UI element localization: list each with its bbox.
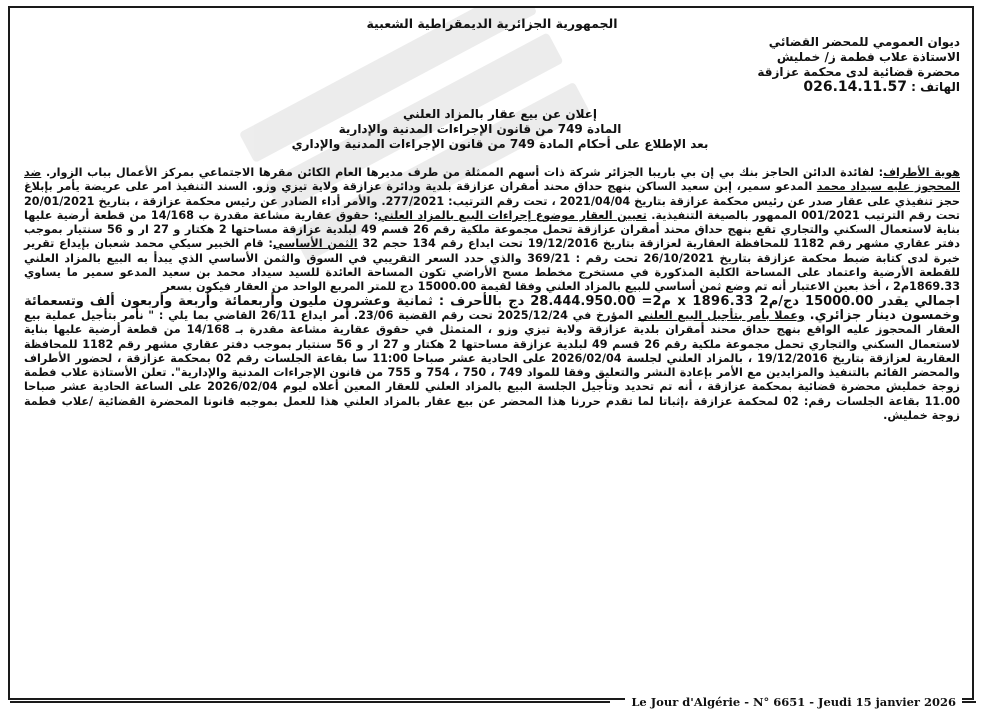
property-label: تعيين العقار موضوع إجراءات البيع بالمزاد العلني [378,208,647,222]
notice-body [24,166,960,423]
announcement-basis: بعد الإطلاع على أحكام المادة 749 من قانون الإجراءات المدنية والإداري [291,137,709,151]
court-name: محضرة قضائية لدى محكمة عزازقة [757,65,960,79]
announcement-block [24,107,710,152]
postponement-label: وعملا بأمر بتأجيل البيع العلني [637,308,805,322]
parties-paragraph [24,166,960,295]
newspaper-footer: Le Jour d'Algérie - N° 6651 - Jeudi 15 janvier 2026 [625,695,962,709]
announcement-title: إعلان عن بيع عقار بالمزاد العلني [402,107,598,121]
republic-title: الجمهورية الجزائرية الديمقراطية الشعبية [366,16,618,31]
announcement-article: المادة 749 من قانون الإجراءات المدنية والإدارية [338,122,622,136]
footer-rule-left [10,701,610,703]
parties-text: : لفائدة الدائن الحاجز بنك بي إن بي باريبا الجزائر شركة ذات أسهم الممثلة من طرف مديرها العام الكائن مقرها الاجتماعي بمركز الأعمال بباب الزوار. [45,166,884,179]
base-price-label: الثمن الأساسي [272,237,358,251]
debtor-text: المدعو سمير، إبن سعيد الساكن بنهج حداق محند أمقران عزازقة بلدية ودائرة عزازقة ولاية تيزي وزو. السند التنفيذ امر على عريضة يأمر بإبلاغ حجز تنفيذي على عقار صدر عن رئيس محكمة عزازقة بتاريخ 2021/04/04 ، تحت رقم الترتيب: 277/2021. والأمر أداء الصادر عن رئيس محكمة عزازقة ، بتاريخ 20/01/2021 تحت رقم الترتيب 001/2021 الممهور بالصيغة التنفيذية. [24,180,960,222]
footer-rule-right [962,701,976,703]
parties-label: هوية الأطراف [883,166,960,179]
phone-line [24,80,960,95]
notice-content [24,16,960,423]
phone-label: الهاتف : [911,80,960,94]
total-price-text: اجمالي يقدر 15000.00 دج/م2 x 1896.33 م2= 28.444.950.00 دج بالأحرف : ثمانية وعشرون مليون وأربعمائة وأربعة وأربعون ألف وتسعمائة وخمسون دينار جزائري. [24,293,961,323]
office-name: ديوان العمومي للمحضر القضائي [768,35,960,49]
bailiff-name: الاستاذة علاب فطمة ز/ خمليش [776,50,960,64]
notice-frame [8,6,974,700]
phone-number: 026.14.11.57 [803,79,907,95]
base-price-text: : قام الخبير سيكي محمد شعبان بإيداع تقرير خبرة لدى كتابة ضبط محكمة عزازقة بتاريخ 26/10/2021 تحت رقم : 369/21 والذي حدد السعر التقريبي في السوق والثمن الأساسي الذي يبدأ به البيع بالمزاد العلني للقطعة الأرضية واعتماد على المساحة الكلية المذكورة في مستخرج مخطط مسح الأراضي تكون المساحة العائدة للسيد سيداد محمد بن سعيد المدعو سمير ما يساوي 1869.33م2 ، أخذ بعين الاعتبار أنه تم وضع ثمن أساسي للبيع بالمزاد العلني وفقا لقيمة 15000.00 دج للمتر المربع الواحد من العقار فيكون بسعر [24,237,961,294]
postponement-text: المؤرخ في 2025/12/24 تحت رقم القضية 23/06. أمر ايداع 26/11 القاضي بما يلي : " نأمر بتأجيل عملية بيع العقار المحجوز عليه الواقع بنهج حداق محند أمقران بلدية عزازقة ولاية تيزي وزو ، المتمثل في حقوق عقارية مشاعة مقدرة بـ 14/168 من قطعة أرضية عليها بناية لاستعمال السكني والتجاري تحمل مجموعة ملكية رقم 26 قسم 49 لبلدية عزازقة مساحتها 2 هكتار و 27 ار و 56 سنتيار بموجب دفتر عقاري مشهر رقم 1182 للمحافظة العقارية لعزازقة بتاريخ 19/12/2016 ، بالمزاد العلني لجلسة 2026/02/04 على الحادية عشر صباحا 11:00 سا بقاعة الجلسات رقم 02 بمحكمة عزازقة ، لحضور الأطراف والمحضر القائم بالتنفيذ والمزايدين مع الأمر بإعادة النشر والتعليق وفقا للمواد 749 ، 750 ، 754 و 755 من قانون الإجراءات المدنية والإدارية". تعلن الأستاذة علاب فطمة زوجة خمليش محضرة قضائية بمحكمة عزازقة ، أنه تم تحديد وتأجيل الجلسة البيع بالمزاد العلني للعقار المعين أعلاه ليوم 2026/02/04 على الساعة الحادية عشر صباحا 11.00 بقاعة الجلسات رقم: 02 لمحكمة عزازقة ،إثباتا لما تقدم حررنا هذا المحضر عن بيع عقار بالمزاد العلني هذا للعمل بموجبه قانونا المحضرة القضائية /علاب فطمة زوجة خمليش. [24,308,961,423]
debtor-label: ضد المحجوز عليه سيداد محمد [24,166,960,194]
property-text: : حقوق عقارية مشاعة مقدرة ب 14/168 من قطعة أرضية عليها بناية لاستعمال السكني والتجاري تقع بنهج حداق محند أمقران عزازقة تحمل مجموعة ملكية رقم 26 قسم 49 لبلدية عزازقة مساحتها 2 هكتار و 27 ار و 56 سنتيار بموجب دفتر عقاري مشهر رقم 1182 للمحافظة العقارية لعزازقة بتاريخ 19/12/2016 تحت ايداع رقم 134 حجم 32 [24,208,960,251]
total-price-paragraph [24,295,960,424]
